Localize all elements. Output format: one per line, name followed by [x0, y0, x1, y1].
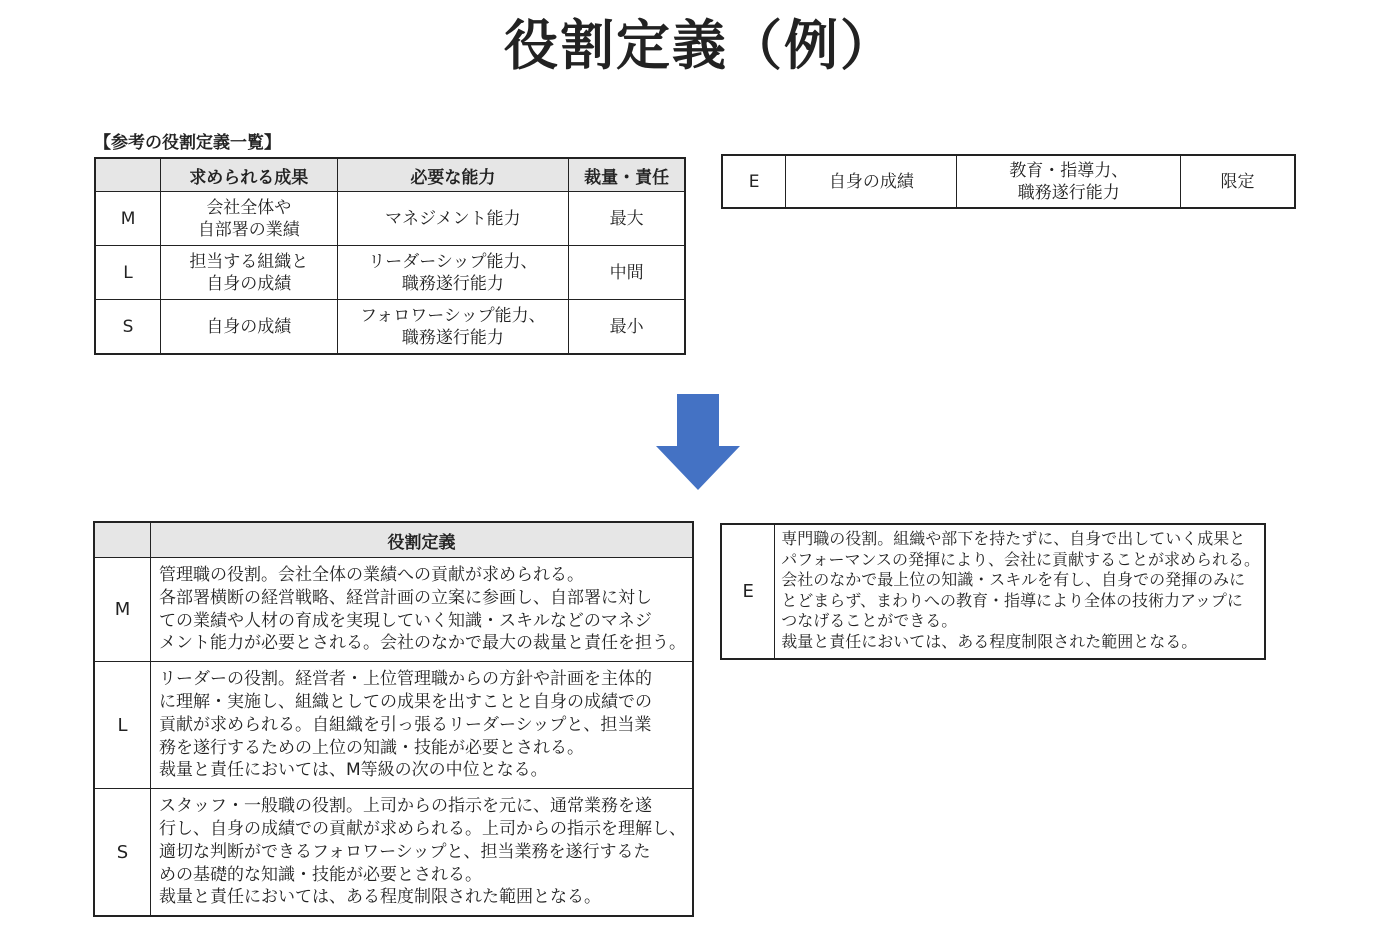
result-cell — [161, 246, 338, 300]
definition-line: めの基礎的な知識・技能が必要とされる。 — [159, 864, 482, 885]
result-line: 自身の成績 — [206, 316, 292, 337]
definition-line: とどまらず、まわりへの教育・指導により全体の技術力アップに — [781, 590, 1243, 610]
definition-line: 務を遂行するための上位の知識・技能が必要とされる。 — [159, 737, 584, 758]
role-definition-table — [93, 521, 694, 917]
result-line: 会社全体や — [206, 197, 292, 218]
definition-line: スタッフ・一般職の役割。上司からの指示を元に、通常業務を遂 — [159, 796, 652, 817]
definition-line: ての業績や人材の育成を実現していく知識・スキルなどのマネジ — [159, 610, 652, 631]
definition-line: 管理職の役割。会社全体の業績への貢献が求められる。 — [159, 565, 584, 585]
reference-header-row — [95, 158, 685, 192]
discretion-cell: 最大 — [569, 192, 685, 246]
reference-row-s — [95, 300, 685, 355]
discretion-cell: 限定 — [1180, 155, 1295, 208]
ability-line: 職務遂行能力 — [1017, 182, 1120, 203]
definition-line: 各部署横断の経営戦略、経営計画の立案に参画し、自部署に対し — [159, 587, 652, 608]
role-definition-e-table — [720, 523, 1266, 660]
ability-cell — [337, 300, 569, 355]
definition-text — [151, 789, 694, 916]
grade-cell: L — [95, 246, 161, 300]
grade-cell: S — [95, 300, 161, 355]
definition-text — [151, 662, 694, 789]
ability-cell — [337, 246, 569, 300]
reference-e-table — [721, 154, 1296, 209]
definition-row-l — [94, 662, 693, 789]
definition-line: リーダーの役割。経営者・上位管理職からの方針や計画を主体的 — [159, 669, 652, 690]
definition-header-row — [94, 522, 693, 558]
ability-line: マネジメント能力 — [385, 208, 521, 229]
definition-text — [775, 524, 1265, 659]
ability-cell — [957, 155, 1180, 208]
definition-line: 専門職の役割。組織や部下を持たずに、自身で出していく成果と — [781, 529, 1246, 548]
definition-line: パフォーマンスの発揮により、会社に貢献することが求められる。 — [781, 549, 1260, 569]
definition-row-m — [94, 558, 693, 662]
discretion-cell: 最小 — [569, 300, 685, 355]
definition-line: 裁量と責任においては、ある程度制限された範囲となる。 — [159, 887, 601, 908]
ability-line: 教育・指導力、 — [1009, 160, 1129, 181]
reference-table — [94, 157, 686, 355]
ability-cell — [337, 192, 569, 246]
definition-row-e — [721, 524, 1265, 659]
down-arrow-icon — [656, 394, 740, 490]
result-line: 自部署の業績 — [197, 219, 300, 240]
reference-header-ability: 必要な能力 — [337, 158, 569, 192]
reference-header-result: 求められる成果 — [161, 158, 338, 192]
ability-line: 職務遂行能力 — [401, 273, 504, 294]
reference-header-discretion: 裁量・責任 — [569, 158, 685, 192]
discretion-cell: 中間 — [569, 246, 685, 300]
definition-line: 適切な判断ができるフォロワーシップと、担当業務を遂行するた — [159, 841, 651, 862]
ability-line: リーダーシップ能力、 — [368, 251, 538, 272]
grade-cell: M — [94, 558, 151, 662]
definition-line: 行し、自身の成績での貢献が求められる。上司からの指示を理解し、 — [159, 818, 686, 839]
definition-line: メント能力が必要とされる。会社のなかで最大の裁量と責任を担う。 — [159, 633, 686, 654]
grade-cell: L — [94, 662, 151, 789]
result-cell — [161, 192, 338, 246]
definition-line: つなげることができる。 — [781, 611, 958, 631]
reference-row-e — [722, 155, 1295, 208]
result-line: 担当する組織と — [189, 251, 309, 272]
definition-header-blank — [94, 522, 151, 558]
reference-header-grade — [95, 158, 161, 192]
definition-row-s — [94, 789, 693, 916]
definition-line: 会社のなかで最上位の知識・スキルを有し、自身での発揮のみに — [781, 570, 1246, 590]
result-cell — [161, 300, 338, 355]
definition-header: 役割定義 — [151, 522, 694, 558]
reference-row-m — [95, 192, 685, 246]
result-cell: 自身の成績 — [786, 155, 957, 208]
reference-row-l — [95, 246, 685, 300]
ability-line: 職務遂行能力 — [401, 327, 504, 348]
grade-cell: M — [95, 192, 161, 246]
ability-line: フォロワーシップ能力、 — [360, 305, 546, 326]
result-line: 自身の成績 — [206, 273, 292, 294]
grade-cell: E — [722, 155, 786, 208]
definition-line: に理解・実施し、組織としての成果を出すことと自身の成績での — [159, 691, 652, 712]
definition-line: 裁量と責任においては、M等級の次の中位となる。 — [159, 760, 548, 781]
page-title: 役割定義（例） — [504, 14, 896, 77]
definition-text — [151, 558, 694, 662]
definition-line: 貢献が求められる。自組織を引っ張るリーダーシップと、担当業 — [159, 714, 652, 735]
grade-cell: E — [721, 524, 775, 659]
reference-caption: 【参考の役割定義一覧】 — [94, 133, 281, 153]
definition-line: 裁量と責任においては、ある程度制限された範囲となる。 — [781, 631, 1198, 651]
grade-cell: S — [94, 789, 151, 916]
